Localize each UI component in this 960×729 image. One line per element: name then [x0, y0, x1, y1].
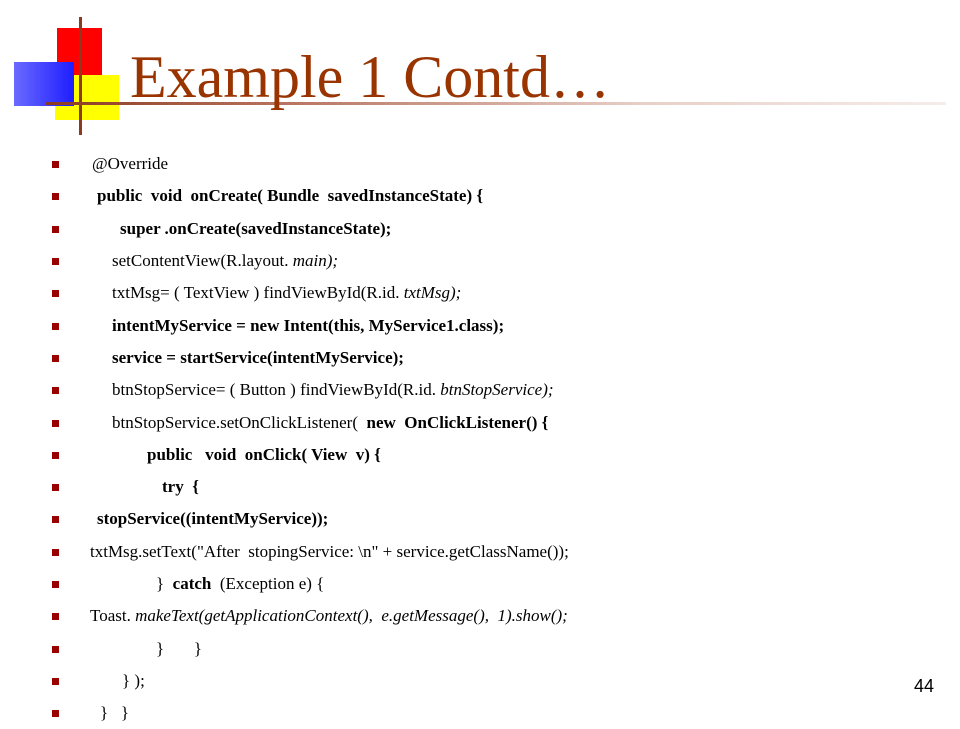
code-text: [112, 348, 404, 368]
square-bullet-icon: [52, 290, 59, 297]
code-segment: super .onCreate(savedInstanceState);: [120, 218, 392, 238]
code-text: [112, 380, 554, 400]
code-text: [90, 542, 569, 562]
code-text: [120, 219, 391, 239]
code-text: [92, 154, 168, 174]
page-number: 44: [913, 676, 934, 696]
code-segment: txtMsg= ( TextView ) findViewById(R.id.: [112, 283, 404, 303]
square-bullet-icon: [52, 581, 59, 588]
code-text: [90, 606, 568, 626]
square-bullet-icon: [52, 355, 59, 362]
code-segment: intentMyService = new Intent(this, MyService1.class);: [112, 315, 505, 335]
square-bullet-icon: [52, 710, 59, 717]
code-segment: }: [156, 574, 173, 593]
code-text: [112, 251, 338, 271]
code-text: [112, 316, 504, 336]
code-text: [162, 477, 199, 497]
code-segment: setContentView(R.layout.: [112, 251, 293, 271]
code-segment: main);: [292, 251, 339, 271]
code-segment: btnStopService.setOnClickListener(: [112, 412, 367, 432]
code-segment: btnStopService= ( Button ) findViewById(R.id.: [112, 380, 441, 400]
code-text: [122, 671, 145, 691]
code-segment: makeText(getApplicationContext(), e.getMessage(), 1).show();: [135, 606, 568, 626]
square-bullet-icon: [52, 646, 59, 653]
code-segment: btnStopService);: [440, 380, 554, 400]
code-text: [100, 703, 129, 723]
code-segment: try {: [162, 477, 199, 497]
code-text: [112, 283, 461, 303]
square-bullet-icon: [52, 226, 59, 233]
code-segment: new OnClickListener() {: [366, 412, 549, 432]
code-segment: } );: [122, 670, 145, 690]
code-segment: public void onClick( View v) {: [147, 444, 381, 464]
square-bullet-icon: [52, 258, 59, 265]
code-segment: Toast.: [90, 606, 136, 626]
square-bullet-icon: [52, 193, 59, 200]
code-text: [112, 413, 548, 433]
code-segment: } }: [100, 703, 130, 723]
square-bullet-icon: [52, 161, 59, 168]
square-bullet-icon: [52, 516, 59, 523]
code-segment: stopService((intentMyService));: [97, 509, 329, 529]
code-segment: @Override: [92, 154, 169, 174]
slide-logo: [0, 0, 140, 140]
square-bullet-icon: [52, 484, 59, 491]
code-segment: txtMsg.setText("After stopingService: \n" + service.getClassName());: [90, 541, 569, 561]
square-bullet-icon: [52, 420, 59, 427]
square-bullet-icon: [52, 387, 59, 394]
code-segment: txtMsg);: [403, 283, 462, 303]
square-bullet-icon: [52, 613, 59, 620]
code-segment: catch: [172, 574, 212, 593]
code-text: [156, 574, 324, 594]
code-text: [97, 186, 483, 206]
code-text: [97, 509, 328, 529]
code-segment: } }: [156, 638, 203, 658]
square-bullet-icon: [52, 323, 59, 330]
blue-square: [14, 62, 74, 106]
code-text: [147, 445, 381, 465]
code-segment: (Exception e) {: [211, 574, 325, 593]
square-bullet-icon: [52, 452, 59, 459]
code-text: [156, 639, 202, 659]
code-segment: public void onCreate( Bundle savedInstanceState) {: [97, 186, 484, 206]
slide-title: Example 1 Contd…: [130, 44, 610, 110]
square-bullet-icon: [52, 678, 59, 685]
code-segment: service = startService(intentMyService);: [112, 347, 404, 367]
vertical-divider: [79, 17, 82, 135]
square-bullet-icon: [52, 549, 59, 556]
